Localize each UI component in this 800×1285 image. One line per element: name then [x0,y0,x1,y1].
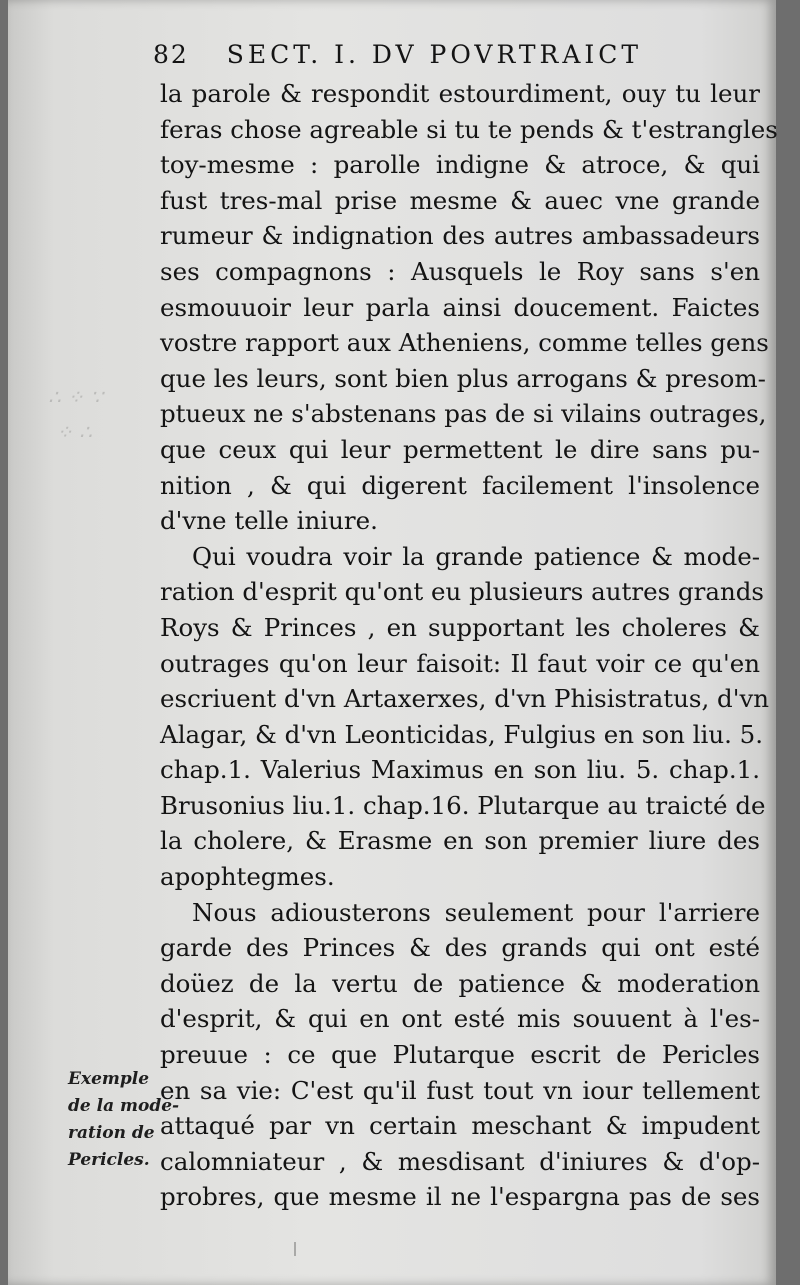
paragraph-start-line: Nous adiousterons seulement pour l'arriere [192,897,760,927]
book-page [8,0,776,1285]
text-line: probres, que mesme il ne l'espargna pas de ses [160,1182,760,1212]
text-line: Brusonius liu.1. chap.16. Plutarque au traicté de [160,790,766,820]
text-line: ses compagnons : Ausquels le Roy sans s'en [160,256,760,286]
running-header [153,40,753,69]
text-line: fust tres-mal prise mesme & auec vne grande [160,185,760,215]
text-line: en sa vie: C'est qu'il fust tout vn iour tellement [160,1075,760,1105]
text-line: chap.1. Valerius Maximus en son liu. 5. chap.1. [160,755,760,785]
bleed-through-marks-2: ⁘ ∴ [56,420,92,444]
margin-note-line: Pericles. [68,1150,150,1170]
text-line: toy-mesme : parolle indigne & atroce, & qui [160,150,760,180]
text-line: la cholere, & Erasme en son premier liure des [160,826,760,856]
text-line: outrages qu'on leur faisoit: Il faut voir ce qu'en [160,648,760,678]
margin-note [68,1066,180,1174]
text-line: que ceux qui leur permettent le dire sans pu- [160,434,760,464]
text-line: doüez de la vertu de patience & moderation [160,968,760,998]
text-line: la parole & respondit estourdiment, ouy tu leur [160,79,760,108]
margin-note-line: de la mode- [68,1096,180,1116]
running-title: SECT. I. DV POVRTRAICT [226,40,643,69]
margin-note-line: ration de [68,1123,155,1143]
bleed-through-mark-bottom [294,1242,302,1256]
text-line: feras chose agreable si tu te pends & t'estrangles [160,114,778,144]
text-line: escriuent d'vn Artaxerxes, d'vn Phisistratus, d'vn [160,684,770,714]
text-line: rumeur & indignation des autres ambassadeurs [160,221,760,251]
paragraph-start-line: Qui voudra voir la grande patience & mode- [192,541,760,571]
text-line: attaqué par vn certain meschant & impudent [160,1111,760,1141]
text-line: calomniateur , & mesdisant d'iniures & d'op- [160,1146,760,1176]
text-line: vostre rapport aux Atheniens, comme telles gens [160,328,769,358]
text-line: d'vne telle iniure. [160,506,378,536]
text-line: ptueux ne s'abstenans pas de si vilains outrages, [160,399,767,429]
text-line: ration d'esprit qu'ont eu plusieurs autres grands [160,577,764,607]
page-number: 82 [153,40,189,69]
text-line: Roys & Princes , en supportant les choleres & [160,612,760,642]
text-line: preuue : ce que Plutarque escrit de Pericles [160,1040,760,1070]
text-line: Alagar, & d'vn Leonticidas, Fulgius en son liu. 5. [160,719,764,749]
text-line: que les leurs, sont bien plus arrogans & presom- [160,363,766,393]
margin-note-line: Exemple [68,1069,150,1089]
text-line: esmouuoir leur parla ainsi doucement. Faictes [160,292,760,322]
text-line: apophtegmes. [160,862,335,892]
text-line: nition , & qui digerent facilement l'insolence [160,470,760,500]
text-line: garde des Princes & des grands qui ont esté [160,933,760,963]
text-line: d'esprit, & qui en ont esté mis souuent à l'es- [160,1004,760,1034]
body-text [160,76,778,1215]
bleed-through-marks: ∴ ⁘ ∵ [48,385,103,409]
